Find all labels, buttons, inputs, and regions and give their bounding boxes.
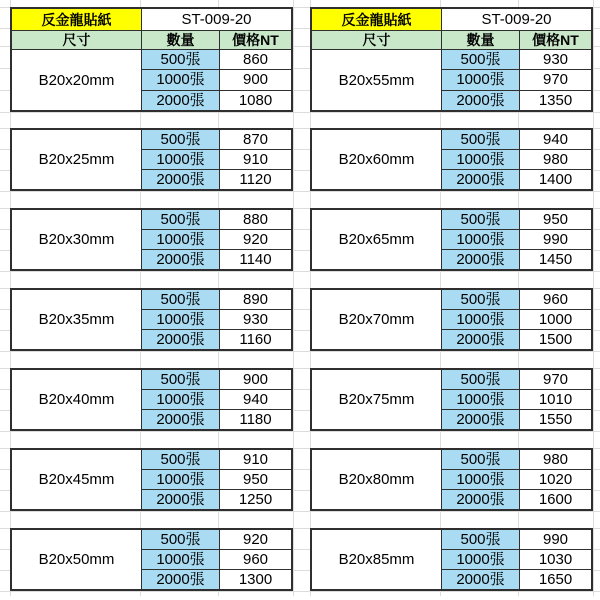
price-block-body — [12, 210, 291, 269]
price-cell: 960 — [542, 291, 569, 308]
product-code-cell: ST-009-20 — [181, 11, 252, 28]
data-row — [442, 550, 591, 570]
price-cell: 960 — [242, 551, 269, 568]
qty-cell: 2000張 — [442, 170, 520, 189]
gridline-vertical — [293, 0, 294, 596]
price-block-left-1 — [10, 7, 293, 112]
gridline-horizontal — [0, 271, 600, 272]
price-block-right-3 — [310, 208, 593, 271]
tier-rows — [142, 210, 291, 269]
qty-cell: 2000張 — [142, 490, 220, 509]
qty-cell: 2000張 — [442, 250, 520, 269]
price-cell: 920 — [242, 231, 269, 248]
price-cell: 1400 — [538, 171, 573, 188]
qty-cell: 500張 — [142, 130, 220, 149]
price-cell: 1140 — [239, 251, 272, 268]
data-row — [142, 230, 291, 250]
data-row — [142, 370, 291, 390]
tier-rows — [142, 290, 291, 349]
gridline-horizontal — [0, 591, 600, 592]
price-block-body — [312, 530, 591, 589]
price-block-body — [12, 370, 291, 429]
size-cell: B20x35mm — [12, 290, 142, 349]
qty-cell: 1000張 — [142, 70, 220, 89]
data-row — [442, 210, 591, 230]
price-block-body — [312, 290, 591, 349]
price-cell: 940 — [242, 391, 269, 408]
data-row — [442, 390, 591, 410]
data-row — [142, 450, 291, 470]
size-header-cell: 尺寸 — [12, 31, 142, 49]
qty-header-cell: 數量 — [442, 31, 520, 49]
qty-cell: 1000張 — [442, 230, 520, 249]
data-row — [442, 570, 591, 589]
data-row — [142, 470, 291, 490]
price-block-left-3 — [10, 208, 293, 271]
data-row — [442, 230, 591, 250]
gridline-horizontal — [0, 511, 600, 512]
price-cell: 1010 — [538, 391, 573, 408]
gridline-horizontal — [0, 191, 600, 192]
size-cell: B20x25mm — [12, 130, 142, 189]
data-row — [442, 530, 591, 550]
qty-cell: 2000張 — [142, 410, 220, 429]
price-cell: 1120 — [239, 171, 272, 188]
size-header-cell: 尺寸 — [312, 31, 442, 49]
data-row — [442, 490, 591, 509]
price-header-cell: 價格NT — [220, 31, 291, 49]
qty-cell: 1000張 — [442, 150, 520, 169]
price-cell: 870 — [242, 131, 269, 148]
price-cell: 900 — [242, 71, 269, 89]
tier-rows — [142, 450, 291, 509]
qty-cell: 1000張 — [442, 390, 520, 409]
qty-cell: 2000張 — [442, 330, 520, 349]
price-cell: 950 — [242, 471, 269, 488]
qty-cell: 500張 — [442, 130, 520, 149]
qty-cell: 500張 — [442, 530, 520, 549]
price-block-right-4 — [310, 288, 593, 351]
price-cell: 920 — [242, 531, 269, 548]
qty-cell: 500張 — [442, 290, 520, 309]
price-cell: 1500 — [538, 331, 573, 348]
tier-rows — [442, 450, 591, 509]
data-row — [142, 330, 291, 349]
size-cell: B20x70mm — [312, 290, 442, 349]
data-row — [442, 70, 591, 90]
data-row — [442, 290, 591, 310]
data-row — [442, 250, 591, 269]
price-block-body — [12, 530, 291, 589]
qty-cell: 1000張 — [142, 470, 220, 489]
data-row — [442, 370, 591, 390]
price-block-left-2 — [10, 128, 293, 191]
gridline-horizontal — [0, 112, 600, 113]
qty-cell: 2000張 — [442, 410, 520, 429]
price-cell: 1300 — [238, 571, 273, 588]
tier-rows — [442, 50, 591, 110]
price-cell: 930 — [242, 311, 269, 328]
price-block-body — [312, 130, 591, 189]
tier-rows — [442, 530, 591, 589]
product-name-cell: 反金龍貼紙 — [12, 9, 142, 30]
price-block-right-5 — [310, 368, 593, 431]
qty-cell: 1000張 — [442, 470, 520, 489]
price-cell: 1160 — [239, 331, 272, 348]
price-cell: 950 — [542, 211, 569, 228]
price-cell: 970 — [542, 371, 569, 388]
tier-rows — [142, 50, 291, 110]
data-row — [442, 91, 591, 110]
price-cell: 1600 — [538, 491, 573, 508]
size-cell: B20x60mm — [312, 130, 442, 189]
qty-cell: 500張 — [442, 50, 520, 69]
price-cell: 890 — [242, 291, 269, 308]
price-block-left-6 — [10, 448, 293, 511]
price-cell: 1250 — [238, 491, 273, 508]
size-cell: B20x85mm — [312, 530, 442, 589]
product-name-cell: 反金龍貼紙 — [312, 9, 442, 30]
price-block-body — [12, 450, 291, 509]
qty-header-cell: 數量 — [142, 31, 220, 49]
qty-cell: 2000張 — [142, 570, 220, 589]
price-cell: 980 — [542, 451, 569, 468]
price-header-cell: 價格NT — [520, 31, 591, 49]
size-cell: B20x80mm — [312, 450, 442, 509]
data-row — [442, 170, 591, 189]
price-block-left-4 — [10, 288, 293, 351]
price-block-right-1 — [310, 7, 593, 112]
qty-cell: 500張 — [442, 210, 520, 229]
price-cell: 1000 — [538, 311, 573, 328]
data-row — [442, 150, 591, 170]
tier-rows — [142, 530, 291, 589]
qty-cell: 1000張 — [142, 150, 220, 169]
qty-cell: 1000張 — [442, 70, 520, 89]
price-block-right-2 — [310, 128, 593, 191]
qty-cell: 1000張 — [142, 310, 220, 329]
price-cell: 1080 — [238, 91, 273, 109]
price-cell: 930 — [542, 51, 569, 69]
qty-cell: 500張 — [142, 50, 220, 69]
tier-rows — [142, 370, 291, 429]
data-row — [142, 50, 291, 70]
subheader-row — [12, 31, 291, 50]
size-cell: B20x20mm — [12, 50, 142, 110]
price-cell: 910 — [242, 151, 269, 168]
price-block-body — [312, 450, 591, 509]
price-cell: 1030 — [538, 551, 573, 568]
qty-cell: 2000張 — [442, 490, 520, 509]
data-row — [142, 91, 291, 110]
tier-rows — [442, 210, 591, 269]
price-cell: 880 — [242, 211, 269, 228]
data-row — [142, 150, 291, 170]
size-cell: B20x65mm — [312, 210, 442, 269]
data-row — [442, 330, 591, 349]
data-row — [442, 450, 591, 470]
price-block-right-6 — [310, 448, 593, 511]
data-row — [142, 550, 291, 570]
header-row — [12, 9, 291, 31]
price-cell: 940 — [542, 131, 569, 148]
price-cell: 1450 — [538, 251, 573, 268]
price-cell: 910 — [242, 451, 269, 468]
price-cell: 1180 — [239, 411, 272, 428]
price-cell: 990 — [542, 231, 569, 248]
tier-rows — [442, 130, 591, 189]
qty-cell: 1000張 — [142, 230, 220, 249]
data-row — [142, 210, 291, 230]
qty-cell: 500張 — [142, 210, 220, 229]
qty-cell: 1000張 — [442, 310, 520, 329]
price-block-body — [12, 130, 291, 189]
data-row — [142, 490, 291, 509]
price-cell: 1550 — [538, 411, 573, 428]
gridline-horizontal — [0, 351, 600, 352]
data-row — [142, 570, 291, 589]
size-cell: B20x50mm — [12, 530, 142, 589]
data-row — [142, 390, 291, 410]
price-block-body — [312, 50, 591, 110]
qty-cell: 2000張 — [142, 330, 220, 349]
qty-cell: 1000張 — [442, 550, 520, 569]
price-cell: 1350 — [538, 91, 573, 109]
size-cell: B20x45mm — [12, 450, 142, 509]
qty-cell: 2000張 — [142, 170, 220, 189]
data-row — [442, 410, 591, 429]
qty-cell: 1000張 — [142, 550, 220, 569]
data-row — [142, 310, 291, 330]
tier-rows — [442, 370, 591, 429]
qty-cell: 1000張 — [142, 390, 220, 409]
qty-cell: 2000張 — [442, 91, 520, 110]
data-row — [142, 130, 291, 150]
qty-cell: 2000張 — [142, 91, 220, 110]
price-cell: 900 — [242, 371, 269, 388]
qty-cell: 500張 — [442, 370, 520, 389]
gridline-vertical — [593, 0, 594, 596]
price-block-body — [12, 290, 291, 349]
size-cell: B20x40mm — [12, 370, 142, 429]
data-row — [442, 470, 591, 490]
size-cell: B20x30mm — [12, 210, 142, 269]
size-cell: B20x75mm — [312, 370, 442, 429]
price-block-body — [12, 50, 291, 110]
product-code-cell: ST-009-20 — [481, 11, 552, 28]
tier-rows — [442, 290, 591, 349]
data-row — [142, 290, 291, 310]
qty-cell: 500張 — [442, 450, 520, 469]
data-row — [142, 70, 291, 90]
qty-cell: 500張 — [142, 450, 220, 469]
size-cell: B20x55mm — [312, 50, 442, 110]
price-cell: 980 — [542, 151, 569, 168]
header-row — [312, 9, 591, 31]
price-cell: 1650 — [538, 571, 573, 588]
qty-cell: 500張 — [142, 290, 220, 309]
data-row — [442, 130, 591, 150]
qty-cell: 500張 — [142, 530, 220, 549]
data-row — [442, 50, 591, 70]
price-cell: 860 — [242, 51, 269, 69]
price-cell: 990 — [542, 531, 569, 548]
price-block-left-5 — [10, 368, 293, 431]
qty-cell: 2000張 — [442, 570, 520, 589]
gridline-horizontal — [0, 431, 600, 432]
data-row — [142, 250, 291, 269]
price-block-right-7 — [310, 528, 593, 591]
price-block-left-7 — [10, 528, 293, 591]
data-row — [142, 530, 291, 550]
price-cell: 970 — [542, 71, 569, 89]
subheader-row — [312, 31, 591, 50]
qty-cell: 500張 — [142, 370, 220, 389]
data-row — [142, 410, 291, 429]
price-cell: 1020 — [538, 471, 573, 488]
qty-cell: 2000張 — [142, 250, 220, 269]
price-block-body — [312, 210, 591, 269]
data-row — [442, 310, 591, 330]
tier-rows — [142, 130, 291, 189]
data-row — [142, 170, 291, 189]
price-block-body — [312, 370, 591, 429]
